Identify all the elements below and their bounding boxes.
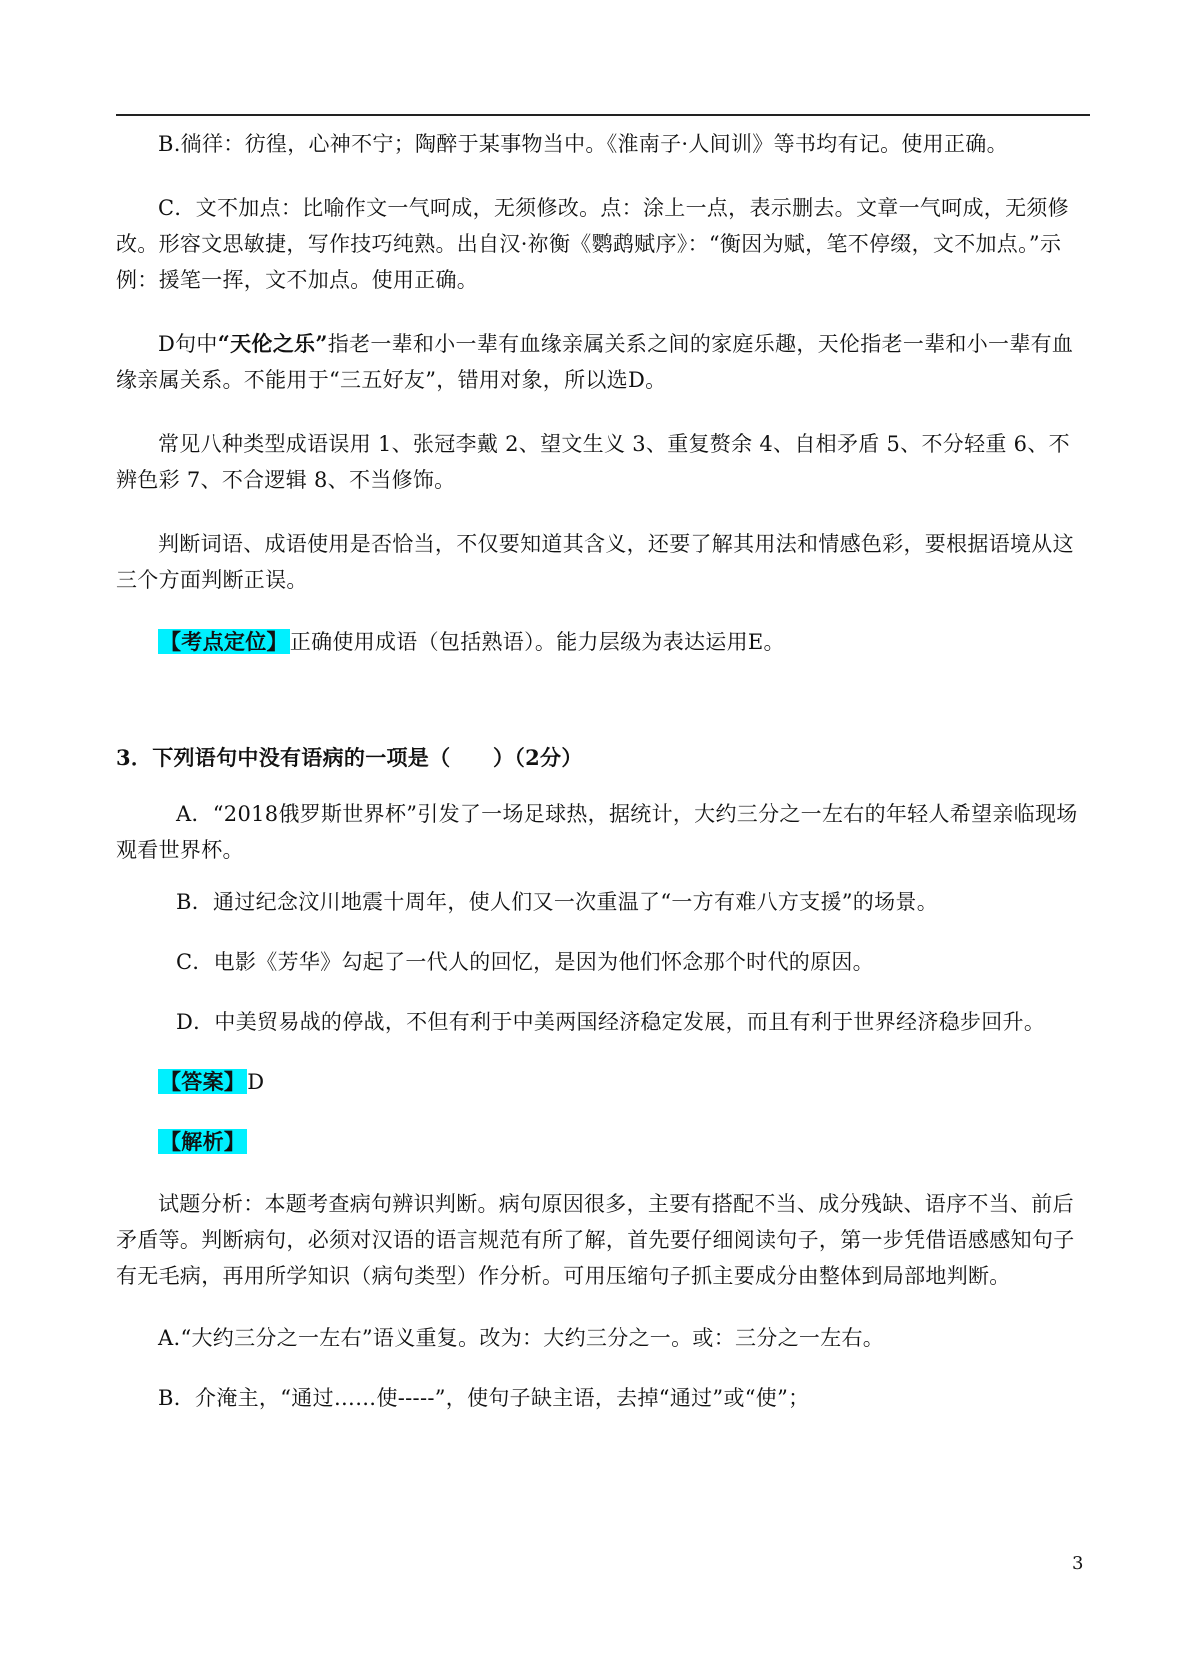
idiom-tianlunzhile: “天伦之乐”: [217, 331, 328, 356]
paragraph-kaodian: [116, 624, 1090, 660]
tag-kaodian-dingwei: 【考点定位】: [160, 629, 288, 654]
analysis-heading: [116, 1124, 1090, 1160]
question-3-option-a: A．“2018俄罗斯世界杯”引发了一场足球热，据统计，大约三分之一左右的年轻人希望亲临现场观看世界杯。: [116, 802, 1078, 862]
question-3-option-b: B．通过纪念汶川地震十周年，使人们又一次重温了“一方有难八方支援”的场景。: [176, 890, 939, 914]
paragraph-d-tianlunzhile: [116, 326, 1090, 398]
question-3-option-d: D．中美贸易战的停战，不但有利于中美两国经济稳定发展，而且有利于世界经济稳步回升。: [176, 1010, 1046, 1034]
tag-analysis: 【解析】: [160, 1129, 246, 1154]
analysis-paragraph: 试题分析：本题考查病句辨识判断。病句原因很多，主要有搭配不当、成分残缺、语序不当、前后矛盾等。判断病句，必须对汉语的语言规范有所了解，首先要仔细阅读句子，第一步凭借语感感知句子有无毛病，再用所学知识（病句类型）作分析。可用压缩句子抓主要成分由整体到局部地判断。: [116, 1192, 1075, 1288]
answer-line: [116, 1064, 1090, 1100]
question-3-title: 3．下列语句中没有语病的一项是（ ）（2分）: [116, 745, 583, 770]
paragraph-b-changyang: B.徜徉：彷徨，心神不宁；陶醉于某事物当中。《淮南子·人间训》等书均有记。使用正确。: [158, 132, 1008, 156]
analysis-option-a: A.“大约三分之一左右”语义重复。改为：大约三分之一。或：三分之一左右。: [158, 1326, 885, 1350]
analysis-option-b: B．介淹主，“通过……使-----”，使句子缺主语，去掉“通过”或“使”；: [158, 1386, 810, 1410]
kaodian-text: 正确使用成语（包括熟语）。能力层级为表达运用E。: [289, 630, 785, 654]
answer-value: D: [247, 1070, 265, 1094]
paragraph-c-wenbujiadian: C．文不加点：比喻作文一气呵成，无须修改。点：涂上一点，表示删去。文章一气呵成，无须修改。形容文思敏捷，写作技巧纯熟。出自汉·祢衡《鹦鹉赋序》：“衡因为赋，笔不停缀，文不加点。”示例：援笔一挥，文不加点。使用正确。: [116, 196, 1069, 292]
header-rule: [116, 114, 1090, 116]
paragraph-d-rest: 指老一辈和小一辈有血缘亲属关系之间的家庭乐趣，天伦指老一辈和小一辈有血缘亲属关系。不能用于“三五好友”，错用对象，所以选D。: [116, 332, 1074, 392]
paragraph-d-prefix: D句中: [158, 332, 218, 356]
question-3-option-c: C．电影《芳华》勾起了一代人的回忆，是因为他们怀念那个时代的原因。: [176, 950, 874, 974]
page-number: 3: [1072, 1553, 1084, 1574]
paragraph-judgement-method: 判断词语、成语使用是否恰当，不仅要知道其含义，还要了解其用法和情感色彩，要根据语境从这三个方面判断正误。: [116, 532, 1074, 592]
paragraph-idiom-misuse-types: 常见八种类型成语误用 1、张冠李戴 2、望文生义 3、重复赘余 4、自相矛盾 5、不分轻重 6、不辨色彩 7、不合逻辑 8、不当修饰。: [116, 432, 1070, 492]
tag-answer: 【答案】: [160, 1069, 246, 1094]
